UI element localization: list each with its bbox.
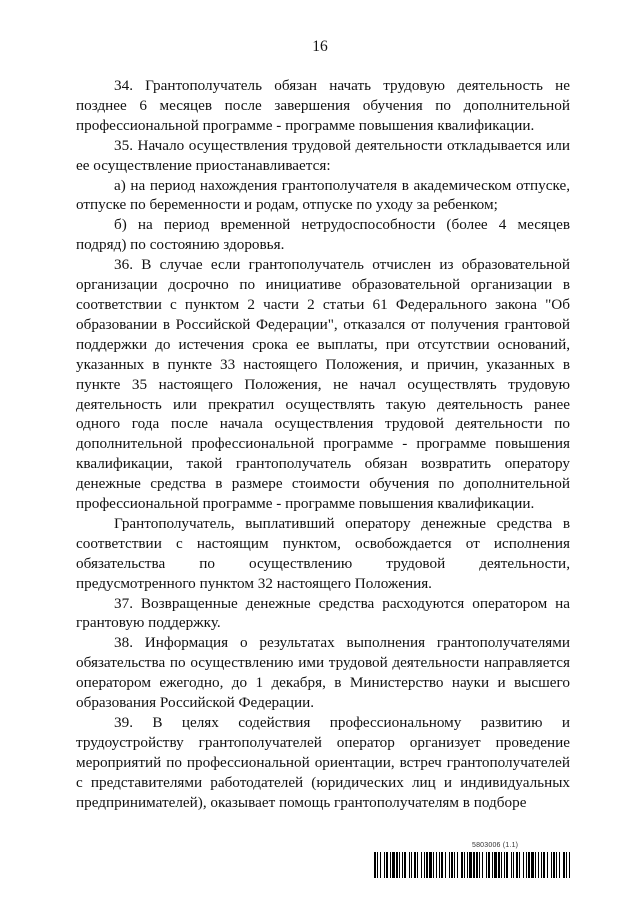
barcode-bar <box>399 852 400 878</box>
barcode-bar <box>409 852 410 878</box>
barcode-bar <box>538 852 539 878</box>
barcode-bar <box>426 852 428 878</box>
barcode-bar <box>457 852 458 878</box>
barcode-bar <box>563 852 565 878</box>
paragraph-38: 38. Информация о результатах выполнения грантополучателями обязательства по осуществлению ими трудовой деятельности направляется оператором ежегодно, до 1 декабря, в Министерство науки и высшего образования Российской Федерации. <box>76 634 570 712</box>
barcode-bar <box>479 852 480 878</box>
barcode-bar <box>380 852 381 878</box>
barcode-bar <box>461 852 463 878</box>
barcode-bar <box>488 852 490 878</box>
barcode-bar <box>402 852 403 878</box>
barcode-bar <box>523 852 524 878</box>
barcode-bar <box>504 852 505 878</box>
barcode-bar <box>526 852 527 878</box>
barcode-bar <box>390 852 391 878</box>
barcode-bar <box>569 852 570 878</box>
barcode-bar <box>498 852 500 878</box>
paragraph-34: 34. Грантополучатель обязан начать трудовую деятельность не позднее 6 месяцев после завершения обучения по дополнительной профессиональной программе - программе повышения квалификации. <box>76 77 570 134</box>
barcode-bar <box>424 852 425 878</box>
barcode-bar <box>476 852 478 878</box>
paragraph-36-continued: Грантополучатель, выплативший оператору денежные средства в соответствии с настоящим пунктом, освобождается от исполнения обязательства по осуществлению трудовой деятельности, предусмотренного пунктом 32 настоящего Положения. <box>76 514 570 592</box>
barcode-bar <box>433 852 434 878</box>
barcode-bar <box>464 852 465 878</box>
barcode-bar <box>535 852 536 878</box>
paragraph-36: 36. В случае если грантополучатель отчислен из образовательной организации досрочно по инициативе образовательной организации в соответствии с пунктом 2 части 2 статьи 61 Федерального закона "Об образовании в Российской Федерации", отказался от получения грантовой поддержки до истечения срока ее выплаты, при отсутствии оснований, указанных в пункте 33 настоящего Положения, и причин, указанных в пункте 35 настоящего Положения, не начал осуществлять трудовую деятельность или прекратил осуществлять такую деятельность ранее одного года после начала осуществления трудовой деятельности по дополнительной профессиональной программе - программе повышения квалификации, такой грантополучатель обязан возвратить оператору денежные средства в размере стоимости обучения по дополнительной профессиональной программе - программе повышения квалификации. <box>76 256 570 513</box>
barcode-bar <box>441 852 443 878</box>
barcode-bar <box>543 852 545 878</box>
barcode-bar <box>417 852 418 878</box>
barcode-bar <box>467 852 468 878</box>
barcode-bar <box>494 852 497 878</box>
paragraph-37: 37. Возвращенные денежные средства расходуются оператором на грантовую поддержку. <box>76 594 570 632</box>
barcode-bar <box>486 852 487 878</box>
barcode-bar <box>531 852 534 878</box>
barcode-bar <box>384 852 385 878</box>
barcode-bar <box>553 852 555 878</box>
barcode-bar <box>469 852 472 878</box>
barcode-bar <box>454 852 455 878</box>
barcode-image <box>374 852 570 878</box>
paragraph-39: 39. В целях содействия профессиональному развитию и трудоустройству грантополучателей оператор организует проведение мероприятий по профессиональной ориентации, встреч грантополучателей с представителями работодателей (юридических лиц и индивидуальных предпринимателей), оказывает помощь грантополучателям в подборе <box>76 714 570 811</box>
barcode-bar <box>386 852 388 878</box>
barcode-bar <box>445 852 446 878</box>
document-code: 5803006 (1.1) <box>472 842 519 849</box>
barcode-bar <box>439 852 440 878</box>
barcode-bar <box>541 852 542 878</box>
paragraph-35-a: а) на период нахождения грантополучателя в академическом отпуске, отпуске по беременности и родам, отпуске по уходу за ребенком; <box>76 176 570 214</box>
barcode-bar <box>473 852 475 878</box>
barcode-bar <box>377 852 378 878</box>
barcode-bar <box>374 852 376 878</box>
barcode-bar <box>501 852 502 878</box>
barcode-bar <box>506 852 508 878</box>
page-number: 16 <box>312 38 328 55</box>
barcode-bar <box>451 852 453 878</box>
barcode-bar <box>511 852 512 878</box>
barcode-bar <box>429 852 432 878</box>
barcode-bar <box>556 852 557 878</box>
barcode-bar <box>411 852 412 878</box>
barcode-bar <box>436 852 437 878</box>
barcode-bar <box>449 852 450 878</box>
barcode-bar <box>421 852 422 878</box>
barcode-bar <box>547 852 548 878</box>
barcode-bar <box>392 852 395 878</box>
barcode-bar <box>566 852 567 878</box>
document-body <box>76 76 570 813</box>
barcode-bar <box>396 852 398 878</box>
barcode-bar <box>559 852 560 878</box>
paragraph-35-b: б) на период временной нетрудоспособности (более 4 месяцев подряд) по состоянию здоровья. <box>76 216 570 254</box>
barcode-bar <box>492 852 493 878</box>
barcode-bar <box>528 852 530 878</box>
barcode-bar <box>516 852 518 878</box>
barcode-bar <box>551 852 552 878</box>
barcode-bar <box>482 852 483 878</box>
barcode-bar <box>414 852 416 878</box>
paragraph-35: 35. Начало осуществления трудовой деятельности откладывается или ее осуществление приостанавливается: <box>76 136 570 174</box>
barcode-bar <box>519 852 520 878</box>
barcode-bar <box>513 852 514 878</box>
barcode-bar <box>404 852 406 878</box>
